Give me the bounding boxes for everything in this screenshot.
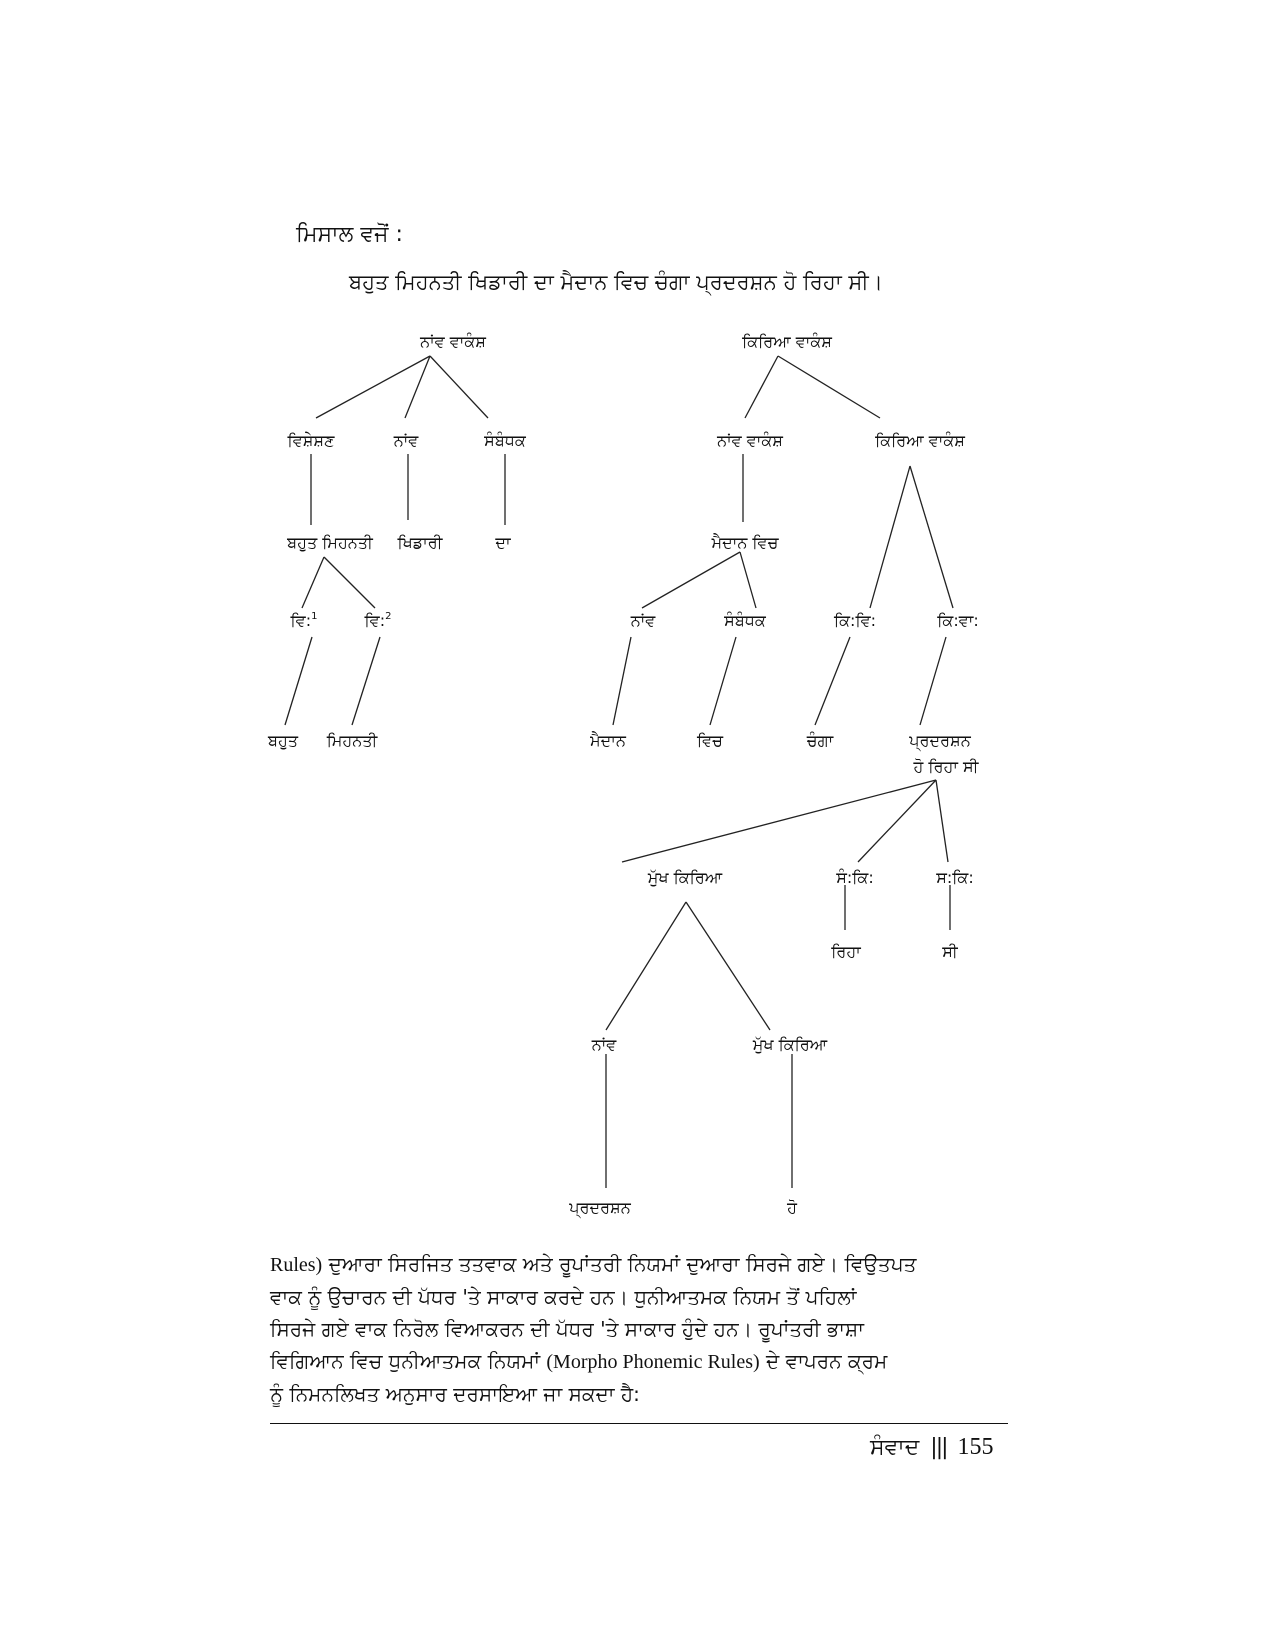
edge (686, 902, 770, 1030)
mv-noun-word: ਪ੍ਰਦਰਸ਼ਨ (569, 1198, 631, 1217)
page-footer (870, 1434, 994, 1461)
adjective-1-word: ਬਹੁਤ (267, 731, 299, 750)
edge (858, 780, 936, 862)
example-sentence: ਬਹੁਤ ਮਿਹਨਤੀ ਖਿਡਾਰੀ ਦਾ ਮੈਦਾਨ ਵਿਚ ਚੰਗਾ ਪ੍ਰਦਰਸ਼ਨ ਹੋ ਰਿਹਾ ਸੀ। (349, 270, 883, 294)
edge (285, 637, 312, 725)
np-root-label: ਨਾਂਵ ਵਾਕੰਸ਼ (420, 332, 486, 351)
verb-phrase-words-line1: ਪ੍ਰਦਰਸ਼ਨ (909, 731, 971, 750)
paragraph-line (270, 1248, 1010, 1281)
edge (870, 466, 910, 608)
verb-phrase-words-line2: ਹੋ ਰਿਹਾ ਸੀ (913, 757, 979, 776)
edge (920, 637, 946, 725)
edge (430, 356, 488, 418)
vp-verb-phrase-label: ਕਿਰਿਆ ਵਾਕੰਸ਼ (875, 431, 965, 450)
edge (745, 356, 778, 418)
paragraph-text: ਵਿਗਿਆਨ ਵਿਚ ਧੁਨੀਆਤਮਕ ਨਿਯਮਾਂ (270, 1349, 547, 1373)
paragraph-line: ਵਾਕ ਨੂੰ ਉਚਾਰਨ ਦੀ ਪੱਧਰ 'ਤੇ ਸਾਕਾਰ ਕਰਦੇ ਹਨ। ਧੁਨੀਆਤਮਕ ਨਿਯਮ ਤੋਂ ਪਹਿਲਾਂ (270, 1285, 857, 1309)
edge (910, 466, 953, 608)
paragraph-line: ਸਿਰਜੇ ਗਏ ਵਾਕ ਨਿਰੋਲ ਵਿਆਕਰਨ ਦੀ ਪੱਧਰ 'ਤੇ ਸਾਕਾਰ ਹੁੰਦੇ ਹਨ। ਰੂਪਾਂਤਰੀ ਭਾਸ਼ਾ (270, 1317, 864, 1341)
vp-noun-phrase-label: ਨਾਂਵ ਵਾਕੰਸ਼ (717, 431, 783, 450)
vp-tree (568, 332, 979, 1219)
vp-np-noun-label: ਨਾਂਵ (630, 611, 656, 630)
edge (316, 356, 430, 418)
mv-main-verb-label: ਮੁੱਖ ਕਿਰਿਆ (752, 1035, 828, 1054)
adjective-2-word: ਮਿਹਨਤੀ (326, 731, 378, 750)
edge (613, 637, 631, 725)
adjective-1-label: ਵਿ:$^1$ (290, 611, 318, 630)
edge (815, 637, 850, 725)
edge (302, 557, 324, 608)
adjective-2-superscript: 2 (385, 611, 392, 622)
auxiliary-1-label: ਸੰ:ਕਿ: (836, 868, 874, 887)
paragraph-text: ਦੇ ਵਾਪਰਨ ਕ੍ਰਮ (759, 1349, 888, 1373)
example-intro-label: ਮਿਸਾਲ ਵਜੋਂ : (296, 222, 403, 247)
edge (352, 637, 380, 725)
edge (405, 356, 430, 418)
latin-term: (Morpho Phonemic Rules) (546, 1351, 760, 1373)
auxiliary-1-word: ਰਿਹਾ (831, 942, 861, 961)
paragraph-line: ਨੂੰ ਨਿਮਨਲਿਖਤ ਅਨੁਸਾਰ ਦਰਸਾਇਆ ਜਾ ਸਕਦਾ ਹੈ: (270, 1382, 640, 1406)
auxiliary-2-word: ਸੀ (942, 942, 958, 961)
adjective-words: ਬਹੁਤ ਮਿਹਨਤੀ (287, 533, 373, 552)
paragraph-line (270, 1345, 1010, 1378)
page-number: 155 (957, 1434, 994, 1460)
vp-np-postposition-label: ਸੰਬੰਧਕ (724, 611, 766, 630)
noun-label: ਨਾਂਵ (393, 431, 419, 450)
vp-np-postposition-word: ਵਿਚ (697, 731, 723, 750)
main-verb-label: ਮੁੱਖ ਕਿਰਿਆ (647, 868, 723, 887)
adjective-1-superscript: 1 (311, 611, 318, 622)
vp-np-words: ਮੈਦਾਨ ਵਿਚ (711, 533, 779, 552)
mv-verb-word: ਹੋ (787, 1198, 797, 1217)
paragraph-text: ਦੁਆਰਾ ਸਿਰਜਿਤ ਤਤਵਾਕ ਅਤੇ ਰੂਪਾਂਤਰੀ ਨਿਯਮਾਂ ਦੁਆਰਾ ਸਿਰਜੇ ਗਏ। ਵਿਉਤਪਤ (322, 1252, 917, 1276)
edge (740, 552, 756, 608)
adverb-label: ਕਿ:ਵਿ: (833, 611, 877, 630)
vp-root-label: ਕਿਰਿਆ ਵਾਕੰਸ਼ (742, 332, 832, 351)
postposition-word: ਦਾ (495, 533, 511, 552)
edge (606, 902, 686, 1030)
edge (622, 780, 936, 862)
noun-word: ਖਿਡਾਰੀ (397, 533, 443, 552)
adverb-word: ਚੰਗਾ (806, 731, 834, 750)
auxiliary-2-label: ਸ:ਕਿ: (936, 868, 974, 887)
np-tree (267, 332, 527, 750)
adjective-label: ਵਿਸ਼ੇਸ਼ਣ (287, 431, 335, 450)
edge (710, 637, 736, 725)
verb-phrase-short-label: ਕਿ:ਵਾ: (937, 611, 979, 630)
latin-term: Rules) (270, 1254, 323, 1276)
body-paragraph (270, 1248, 1010, 1410)
footer-divider (270, 1423, 1008, 1424)
adjective-2-label: ਵਿ:$^2$ (364, 611, 392, 630)
mv-noun-label: ਨਾਂਵ (591, 1035, 617, 1054)
edge (936, 780, 948, 862)
edge (778, 356, 880, 418)
vp-np-noun-word: ਮੈਦਾਨ (590, 731, 626, 750)
journal-name: ਸੰਵਾਦ (870, 1435, 920, 1460)
footer-separator: ||| (930, 1435, 947, 1460)
postposition-label: ਸੰਬੰਧਕ (484, 431, 526, 450)
edge (642, 552, 740, 608)
edge (324, 557, 375, 608)
